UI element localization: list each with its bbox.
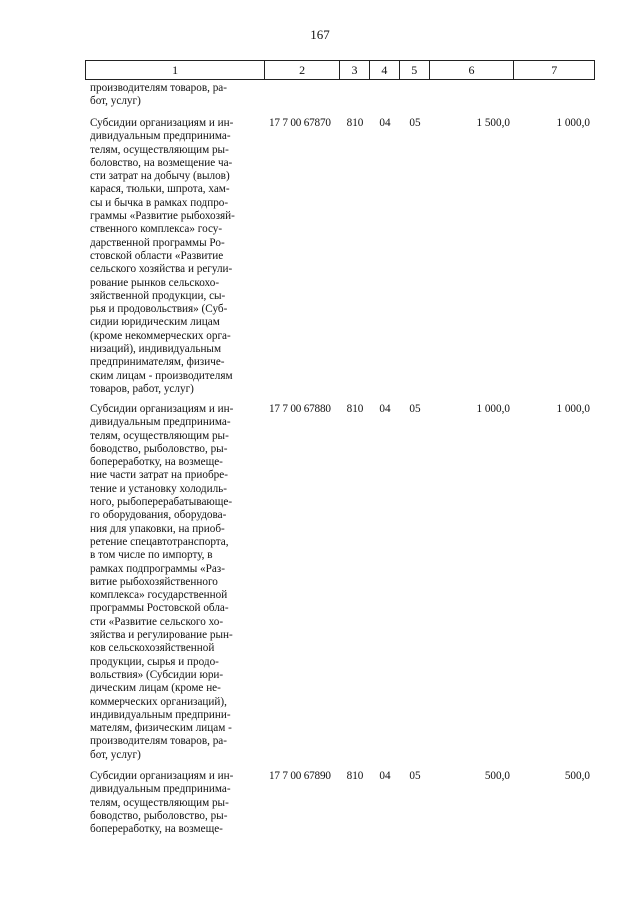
header-col-2: 2	[265, 61, 340, 79]
amount-col-7: 500,0	[564, 770, 590, 782]
description-line: индивидуальным предприни-	[90, 708, 231, 721]
row-description	[90, 82, 262, 109]
description-line: бот, услуг)	[90, 748, 141, 761]
section-code: 04	[379, 117, 391, 129]
description-line: дивидуальным предпринима-	[90, 130, 231, 143]
description-line: сельского хозяйства и регули-	[90, 263, 233, 276]
description-line: дарственной программы Ро-	[90, 236, 225, 249]
page-number: 167	[310, 27, 330, 42]
description-line: сы и бычка в рамках подпро-	[90, 196, 229, 209]
description-line: карася, тюльки, шпрота, хам-	[90, 183, 230, 196]
description-line: сидии юридическим лицам	[90, 316, 220, 329]
description-line: дивидуальным предпринима-	[90, 416, 231, 429]
description-line: рья и продовольствия» (Суб-	[90, 303, 228, 316]
description-line: рование рынков сельскохо-	[90, 276, 220, 289]
amount-col-6: 500,0	[484, 770, 510, 782]
description-line: в том числе по импорту, в	[90, 549, 213, 562]
description-line: бопереработку, на возмеще-	[90, 456, 223, 469]
description-line: дивидуальным предпринима-	[90, 783, 231, 796]
description-line: Субсидии организациям и ин-	[90, 770, 234, 782]
description-line: бот, услуг)	[90, 95, 141, 108]
table-header-row	[85, 60, 595, 80]
description-line: боводство, рыболовство, ры-	[90, 442, 228, 455]
description-line: ретение спецавтотранспорта,	[90, 535, 229, 548]
description-line: рамках подпрограммы «Раз-	[90, 562, 225, 575]
description-line: го оборудования, оборудова-	[90, 509, 227, 522]
description-line: боводство, рыболовство, ры-	[90, 809, 228, 822]
description-line: телям, осуществляющим ры-	[90, 429, 229, 442]
amount-col-6: 1 000,0	[476, 403, 510, 415]
description-line: коммерческих организаций),	[90, 695, 227, 708]
description-line: низаций), индивидуальным	[90, 343, 222, 356]
description-line: телям, осуществляющим ры-	[90, 796, 229, 809]
description-line: стовской области «Развитие	[90, 249, 224, 262]
description-line: сти затрат на добычу (вылов)	[90, 170, 230, 183]
header-col-7: 7	[551, 62, 558, 77]
description-line: тение и установку холодиль-	[90, 482, 228, 495]
description-line: бопереработку, на возмеще-	[90, 823, 223, 836]
description-line: производителям товаров, ра-	[90, 735, 227, 748]
row-description	[90, 117, 262, 396]
target-article-code: 17 7 00 67880	[269, 403, 331, 415]
expense-type-code: 810	[346, 117, 364, 129]
description-line: (кроме некоммерческих орга-	[90, 329, 231, 342]
description-line: граммы «Развитие рыбохозяй-	[90, 210, 235, 223]
description-line: комплекса» государственной	[90, 589, 228, 602]
row-description	[90, 403, 262, 762]
target-article-code: 17 7 00 67890	[269, 770, 331, 782]
description-line: вольствия» (Субсидии юри-	[90, 668, 224, 681]
description-line: продукции, сырья и продо-	[90, 655, 219, 668]
subsection-code: 05	[409, 770, 421, 782]
description-line: Субсидии организациям и ин-	[90, 117, 234, 129]
amount-col-7: 1 000,0	[556, 117, 590, 129]
description-line: предпринимателям, физиче-	[90, 356, 225, 369]
amount-col-7: 1 000,0	[556, 403, 590, 415]
description-line: ние части затрат на приобре-	[90, 469, 228, 482]
target-article-code: 17 7 00 67870	[269, 117, 331, 129]
description-line: ного, рыбоперерабатывающе-	[90, 496, 233, 509]
description-line: Субсидии организациям и ин-	[90, 403, 234, 415]
header-col-6: 6	[430, 61, 515, 79]
description-line: зяйства и регулирование рын-	[90, 629, 233, 642]
description-line: ским лицам - производителям	[90, 369, 233, 382]
row-description	[90, 770, 262, 836]
description-line: производителям товаров, ра-	[90, 82, 227, 94]
description-line: витие рыбохозяйственного	[90, 575, 218, 588]
header-col-1: 1	[86, 61, 265, 79]
description-line: боловство, на возмещение ча-	[90, 156, 233, 169]
header-col-4: 4	[370, 61, 400, 79]
description-line: дическим лицам (кроме не-	[90, 682, 221, 695]
description-line: товаров, работ, услуг)	[90, 382, 194, 395]
subsection-code: 05	[409, 403, 421, 415]
subsection-code: 05	[409, 117, 421, 129]
expense-type-code: 810	[346, 770, 364, 782]
description-line: сти «Развитие сельского хо-	[90, 615, 224, 628]
header-col-3: 3	[340, 61, 370, 79]
description-line: программы Ростовской обла-	[90, 602, 229, 615]
amount-col-6: 1 500,0	[476, 117, 510, 129]
description-line: ния для упаковки, на приоб-	[90, 522, 225, 535]
section-code: 04	[379, 770, 391, 782]
header-col-5: 5	[400, 61, 430, 79]
description-line: ственного комплекса» госу-	[90, 223, 223, 236]
description-line: телям, осуществляющим ры-	[90, 143, 229, 156]
section-code: 04	[379, 403, 391, 415]
description-line: зяйственной продукции, сы-	[90, 289, 226, 302]
description-line: ков сельскохозяйственной	[90, 642, 215, 655]
expense-type-code: 810	[346, 403, 364, 415]
description-line: мателям, физическим лицам -	[90, 722, 232, 735]
